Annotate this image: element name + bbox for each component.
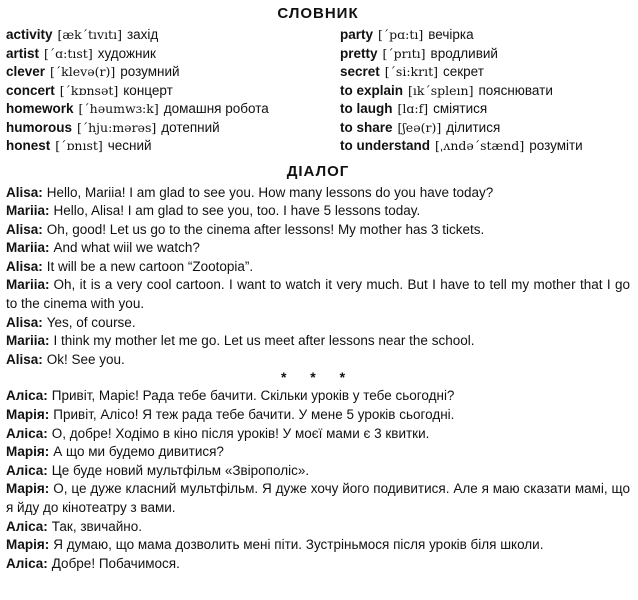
- dialog-line: [6, 332, 630, 351]
- speaker-name: Alisa:: [6, 184, 43, 200]
- vocabulary-transcription: [´klevə(r)]: [50, 64, 116, 79]
- dialog-text: Ok! See you.: [46, 351, 125, 367]
- vocabulary-word: humorous: [6, 119, 72, 135]
- dialog-ukrainian: [6, 387, 630, 573]
- dialog-line: [6, 406, 630, 425]
- vocabulary-entry: [340, 63, 630, 82]
- dialog-line: [6, 314, 630, 333]
- vocabulary-transcription: [æk´tıvıtı]: [57, 27, 122, 42]
- dialog-text: I think my mother let me go. Let us meet after lessons near the school.: [53, 333, 475, 349]
- vocabulary-entry: [340, 82, 630, 101]
- vocabulary-word: clever: [6, 64, 46, 79]
- vocabulary-entry: [340, 137, 630, 156]
- vocabulary-translation: вродливий: [430, 45, 498, 61]
- dialog-line: [6, 518, 630, 537]
- dialog-text: А що ми будемо дивитися?: [53, 444, 224, 460]
- vocabulary-entry: [340, 100, 630, 119]
- vocabulary-entry: [6, 45, 336, 64]
- vocabulary: [6, 26, 630, 156]
- vocabulary-translation: ділитися: [446, 119, 501, 135]
- vocabulary-word: artist: [6, 45, 40, 61]
- vocabulary-translation: захід: [126, 27, 159, 42]
- vocabulary-translation: домашня робота: [163, 101, 269, 116]
- vocabulary-word: to explain: [340, 82, 404, 98]
- dialog-text: О, добре! Ходімо в кіно після уроків! У моєї мами є 3 квитки.: [51, 425, 430, 441]
- dialog-text: Так, звичайно.: [51, 518, 143, 534]
- vocabulary-transcription: [ʃeə(r)]: [397, 119, 442, 135]
- vocabulary-word: to share: [340, 119, 393, 135]
- speaker-name: Mariia:: [6, 333, 50, 349]
- vocabulary-translation: розумний: [120, 64, 180, 79]
- vocabulary-translation: дотепний: [161, 119, 220, 135]
- dialog-text: Oh, good! Let us go to the cinema after lessons! My mother has 3 tickets.: [46, 221, 485, 237]
- dialog-text: Я думаю, що мама дозволить мені піти. Зустріньмося після уроків біля школи.: [53, 537, 544, 553]
- speaker-name: Mariia:: [6, 203, 50, 219]
- speaker-name: Mariia:: [6, 240, 50, 256]
- vocabulary-transcription: [´ɑ:tıst]: [44, 45, 93, 61]
- dialog-line: [6, 239, 630, 258]
- dialog-line: [6, 351, 630, 370]
- vocabulary-entry: [6, 82, 336, 101]
- vocabulary-transcription: [´si:krıt]: [384, 64, 438, 79]
- speaker-name: Аліса:: [6, 425, 48, 441]
- dialog-text: It will be a new cartoon “Zootopia”.: [46, 258, 254, 274]
- vocabulary-word: to laugh: [340, 101, 393, 116]
- dialog-line: [6, 480, 630, 517]
- dialog-text: Привіт, Маріє! Рада тебе бачити. Скільки уроків у тебе сьогодні?: [51, 388, 455, 404]
- speaker-name: Аліса:: [6, 388, 48, 404]
- vocabulary-word: concert: [6, 82, 55, 98]
- vocabulary-entry: [340, 45, 630, 64]
- dialog-text: Yes, of course.: [46, 314, 136, 330]
- dialog-text: Hello, Mariia! I am glad to see you. How many lessons do you have today?: [46, 184, 494, 200]
- dialog-text: О, це дуже класний мультфільм. Я дуже хочу його подивитися. Але я маю сказати мамі, що я йду до кінотеатру з вами.: [6, 481, 630, 515]
- vocabulary-transcription: [´kɒnsət]: [59, 82, 119, 98]
- speaker-name: Alisa:: [6, 314, 43, 330]
- vocabulary-word: secret: [340, 64, 380, 79]
- vocabulary-translation: розуміти: [529, 138, 583, 153]
- dialog-line: [6, 221, 630, 240]
- dialog-line: [6, 387, 630, 406]
- dialog-english: [6, 184, 630, 370]
- dialog-line: [6, 462, 630, 481]
- vocabulary-entry: [340, 119, 630, 138]
- dialog-text: Добре! Побачимося.: [51, 555, 180, 571]
- vocabulary-title: СЛОВНИК: [277, 5, 359, 22]
- vocabulary-word: pretty: [340, 45, 378, 61]
- speaker-name: Alisa:: [6, 351, 43, 367]
- vocabulary-word: party: [340, 27, 374, 42]
- dialog-line: [6, 258, 630, 277]
- dialog-text: And what wiil we watch?: [53, 240, 200, 256]
- speaker-name: Alisa:: [6, 258, 43, 274]
- dialog-line: [6, 276, 630, 313]
- vocabulary-word: to understand: [340, 138, 430, 153]
- speaker-name: Mariia:: [6, 277, 50, 293]
- dialog-text: Привіт, Алісо! Я теж рада тебе бачити. У мене 5 уроків сьогодні.: [53, 407, 455, 423]
- vocabulary-translation: концерт: [123, 82, 173, 98]
- dialog-text: Це буде новий мультфільм «Звірополіс».: [51, 462, 310, 478]
- vocabulary-entry: [6, 100, 336, 119]
- vocabulary-entry: [6, 63, 336, 82]
- vocabulary-transcription: [´hju:mərəs]: [77, 119, 157, 135]
- vocabulary-word: honest: [6, 138, 51, 153]
- dialog-line: [6, 202, 630, 221]
- vocabulary-transcription: [´prıtı]: [382, 45, 426, 61]
- vocabulary-translation: секрет: [443, 64, 484, 79]
- dialog-text: Hello, Alisa! I am glad to see you, too. I have 5 lessons today.: [53, 203, 421, 219]
- vocabulary-transcription: [´ɒnıst]: [55, 138, 103, 153]
- separator: * * *: [280, 369, 356, 386]
- dialog-text: Oh, it is a very cool cartoon. I want to watch it very much. But I have to tell my mother that I go to the cinema with you.: [6, 277, 630, 312]
- speaker-name: Alisa:: [6, 221, 43, 237]
- speaker-name: Аліса:: [6, 555, 48, 571]
- dialog-line: [6, 536, 630, 555]
- dialog-line: [6, 555, 630, 574]
- speaker-name: Аліса:: [6, 462, 48, 478]
- vocabulary-transcription: [´pɑ:tı]: [378, 27, 424, 42]
- vocabulary-transcription: [ık´spleın]: [408, 82, 474, 98]
- speaker-name: Аліса:: [6, 518, 48, 534]
- vocabulary-translation: чесний: [107, 138, 152, 153]
- vocabulary-entry: [6, 119, 336, 138]
- vocabulary-translation: пояснювати: [478, 82, 553, 98]
- vocabulary-transcription: [lɑ:f]: [397, 101, 429, 116]
- vocabulary-translation: вечірка: [428, 27, 474, 42]
- dialog-line: [6, 443, 630, 462]
- speaker-name: Марія:: [6, 481, 50, 497]
- speaker-name: Марія:: [6, 537, 50, 553]
- vocabulary-entry: [6, 137, 336, 156]
- speaker-name: Марія:: [6, 407, 50, 423]
- vocabulary-word: homework: [6, 101, 74, 116]
- dialog-title: ДІАЛОГ: [286, 162, 350, 180]
- vocabulary-word: activity: [6, 27, 53, 42]
- vocabulary-translation: художник: [97, 45, 156, 61]
- vocabulary-left-column: [6, 26, 336, 156]
- vocabulary-entry: [6, 26, 336, 45]
- dialog-line: [6, 425, 630, 444]
- vocabulary-right-column: [340, 26, 630, 156]
- speaker-name: Марія:: [6, 444, 50, 460]
- vocabulary-entry: [340, 26, 630, 45]
- vocabulary-transcription: [ˌʌndə´stænd]: [435, 138, 525, 153]
- vocabulary-translation: сміятися: [433, 101, 488, 116]
- vocabulary-transcription: [´həumwɜ:k]: [78, 101, 159, 116]
- dialog-line: [6, 184, 630, 203]
